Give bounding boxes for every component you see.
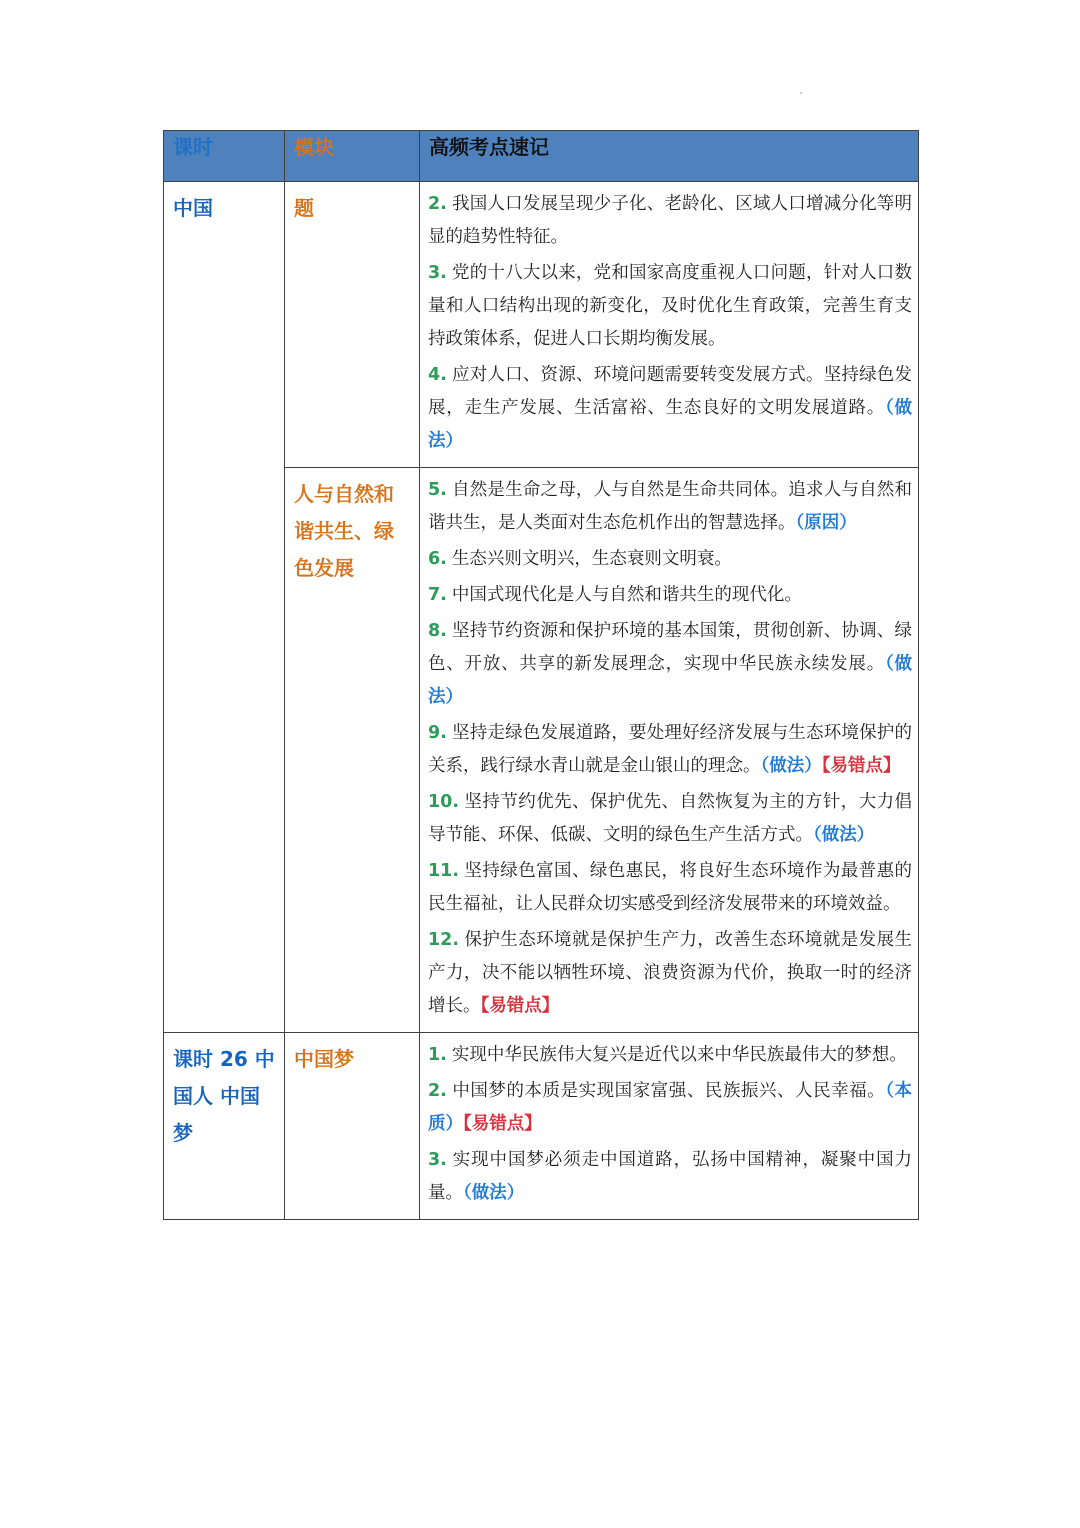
key-point [428,359,912,458]
key-point [428,717,912,783]
key-point [428,188,912,254]
module-cell: 中国梦 [285,1033,420,1220]
point-number: 4. [428,365,447,385]
point-text: 实现中国梦必须走中国道路，弘扬中国精神，凝聚中国力量。 [428,1150,912,1203]
points-cell [420,182,919,468]
point-number: 3. [428,263,447,283]
point-number: 11. [428,861,460,881]
category-tag: （原因） [795,513,857,533]
point-number: 10. [428,792,460,812]
point-number: 1. [428,1045,447,1065]
key-points-table [163,130,919,1220]
points-cell [420,1033,919,1220]
header-module: 模块 [285,131,420,182]
point-number: 6. [428,549,447,569]
point-number: 7. [428,585,447,605]
key-point [428,924,912,1023]
key-point [428,257,912,356]
key-point [428,474,912,540]
category-tag: （做法） [463,1183,525,1203]
page-speck [800,92,802,94]
key-point [428,543,912,576]
table-row [164,1033,919,1220]
table-row [164,182,919,468]
point-text: 应对人口、资源、环境问题需要转变发展方式。坚持绿色发展，走生产发展、生活富裕、生态良好的文明发展道路。 [428,365,912,418]
key-point [428,1144,912,1210]
point-text: 中国梦的本质是实现国家富强、民族振兴、人民幸福。 [451,1081,886,1101]
point-text: 实现中华民族伟大复兴是近代以来中华民族最伟大的梦想。 [451,1045,907,1065]
category-tag: （做法） [813,825,875,845]
error-prone-tag: 【易错点】 [480,996,560,1016]
category-tag: （做法） [760,756,822,776]
point-number: 3. [428,1150,447,1170]
point-text: 中国式现代化是人与自然和谐共生的现代化。 [451,585,802,605]
lesson-cell: 课时 26 中国人 中国梦 [164,1033,285,1220]
key-point [428,786,912,852]
category-tag: （本质） [428,1081,913,1134]
point-text: 坚持绿色富国、绿色惠民，将良好生态环境作为最普惠的民生福祉，让人民群众切实感受到经济发展带来的环境效益。 [428,861,912,914]
module-cell: 人与自然和谐共生、绿色发展 [285,468,420,1033]
point-text: 坚持走绿色发展道路，要处理好经济发展与生态环境保护的关系，践行绿水青山就是金山银山的理念。 [428,723,912,776]
error-prone-tag: 【易错点】 [821,756,901,776]
point-text: 生态兴则文明兴，生态衰则文明衰。 [451,549,732,569]
point-text: 坚持节约资源和保护环境的基本国策，贯彻创新、协调、绿色、开放、共享的新发展理念，实现中华民族永续发展。 [428,621,912,674]
point-text: 自然是生命之母，人与自然是生命共同体。追求人与自然和谐共生，是人类面对生态危机作出的智慧选择。 [428,480,912,533]
point-number: 5. [428,480,447,500]
category-tag: （做法） [428,398,913,451]
point-number: 12. [428,930,460,950]
key-point [428,1075,912,1141]
module-cell: 题 [285,182,420,468]
header-key-points: 高频考点速记 [420,131,919,182]
header-lesson: 课时 [164,131,285,182]
point-number: 9. [428,723,447,743]
error-prone-tag: 【易错点】 [463,1114,542,1134]
points-cell [420,468,919,1033]
lesson-cell: 中国 [164,182,285,1033]
point-number: 8. [428,621,447,641]
key-point [428,855,912,921]
point-text: 坚持节约优先、保护优先、自然恢复为主的方针，大力倡导节能、环保、低碳、文明的绿色生产生活方式。 [428,792,912,845]
point-text: 我国人口发展呈现少子化、老龄化、区域人口增减分化等明显的趋势性特征。 [428,194,912,247]
point-number: 2. [428,1081,447,1101]
key-point [428,579,912,612]
table-header-row [164,131,919,182]
category-tag: （做法） [428,654,913,707]
point-text: 党的十八大以来，党和国家高度重视人口问题，针对人口数量和人口结构出现的新变化，及时优化生育政策，完善生育支持政策体系，促进人口长期均衡发展。 [428,263,912,349]
key-point [428,615,912,714]
key-point [428,1039,912,1072]
point-number: 2. [428,194,447,214]
point-text: 保护生态环境就是保护生产力，改善生态环境就是发展生产力，决不能以牺牲环境、浪费资源为代价，换取一时的经济增长。 [428,930,912,1016]
